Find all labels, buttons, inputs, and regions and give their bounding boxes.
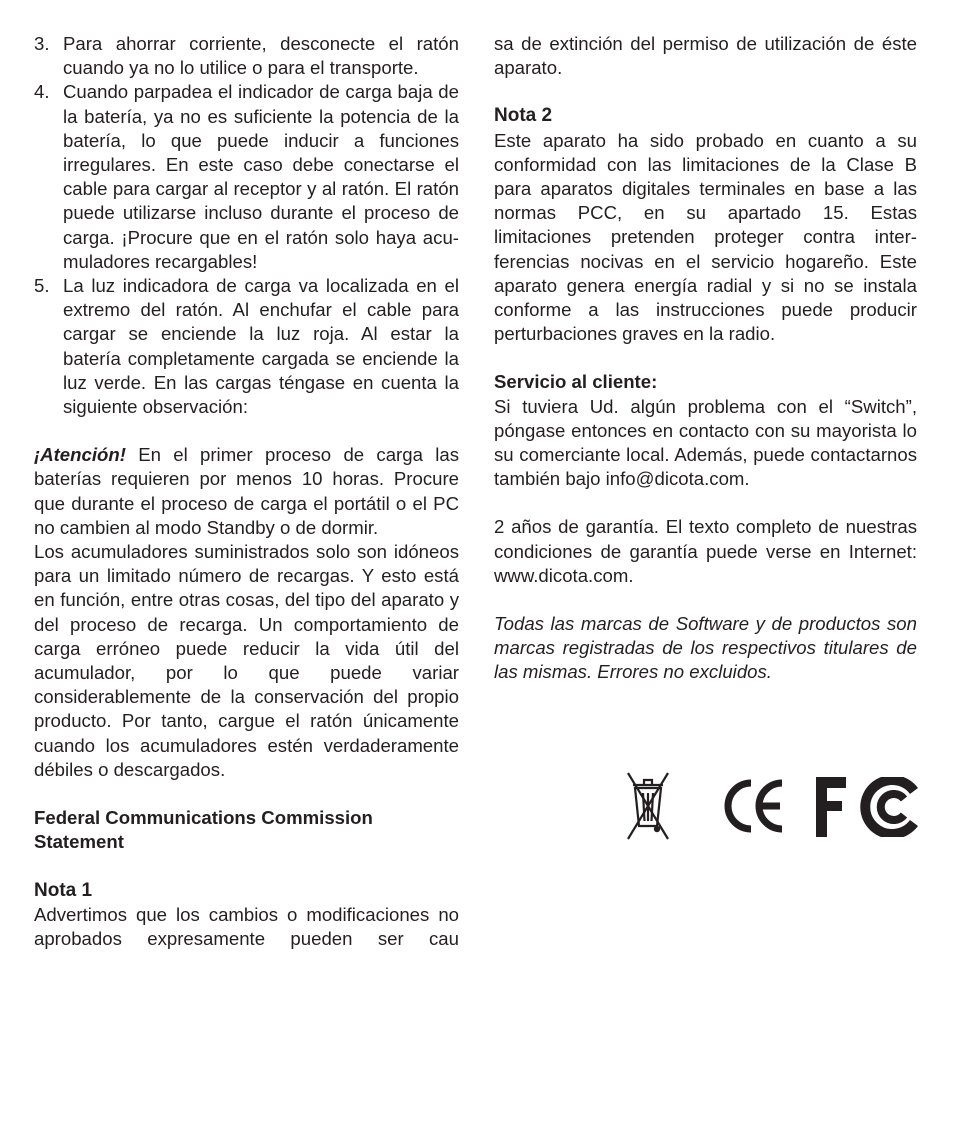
fcc-heading-line1: Federal Communications Commission <box>34 807 373 829</box>
ce-mark-icon <box>724 777 788 835</box>
list-number: 3. <box>34 33 50 54</box>
warranty-paragraph: 2 años de garantía. El texto completo de nuestras condiciones de garantía puede verse en Internet: www.dicota.com. <box>494 516 917 586</box>
instruction-list <box>34 32 459 419</box>
list-number: 5. <box>34 275 50 297</box>
left-column <box>34 32 459 951</box>
list-item <box>34 32 459 80</box>
fcc-logo-icon <box>816 777 918 837</box>
nota2-heading: Nota 2 <box>494 105 553 127</box>
attention-paragraph <box>34 443 459 540</box>
nota1-continuation: sa de extinción del permiso de utilización de éste aparato. <box>494 33 917 79</box>
nota1-paragraph: Advertimos que los cambios o modificaciones no aprobados expresamente pueden ser cau <box>34 903 459 949</box>
certification-logos <box>626 771 918 843</box>
trademark-paragraph: Todas las marcas de Software y de productos son marcas registradas de los respectivos titulares de las mismas. Errores no excluidos. <box>494 613 917 683</box>
fcc-heading <box>34 806 459 854</box>
right-column <box>494 32 917 685</box>
list-item <box>34 80 459 274</box>
nota1-heading: Nota 1 <box>34 879 93 901</box>
nota2-paragraph: Este aparato ha sido probado en cuanto a su conformidad con las limitaciones de la Clase B para aparatos digitales terminales en base a las normas PCC, en su apartado 15. Estas limitaciones pretenden proteger contra interferencias nocivas en el servicio hogareño. Este aparato genera energía radial y si no se instala conforme a las instrucciones puede producir perturbaciones graves en la radio. <box>494 129 917 345</box>
attention-label: ¡Atención! <box>34 444 126 466</box>
attention-text: En el primer proceso de carga las baterías requieren por menos 10 horas. Procure que durante el proceso de carga el portátil o el PC no cambien al modo Standby o de dormir. <box>34 444 459 538</box>
list-item <box>34 274 459 419</box>
list-number: 4. <box>34 81 50 103</box>
accumulators-paragraph: Los acumuladores suministrados solo son idóneos para un limitado número de recargas. Y esto está en función, entre otras cosas, del tipo del aparato y del proceso de recarga. Un comportamiento de carga erróneo puede reducir la vida útil del acumulador, por lo que puede variar considerablemente de la conservación del propio producto. Por tanto, cargue el ratón únicamente cuando los acumuladores estén verdaderamente débiles o descargados. <box>34 541 459 780</box>
fcc-heading-line2: Statement <box>34 831 124 853</box>
weee-crossed-bin-icon <box>626 771 670 841</box>
list-item-text: La luz indicadora de carga va localizada en el extremo del ratón. Al enchufar el cable para cargar se enciende la luz roja. Al estar la batería completamente cargada se enciende la luz verde. En las cargas téngase en cuenta la siguiente observación: <box>63 275 459 418</box>
list-item-text: Para ahorrar corriente, desconecte el ratón cuando ya no lo utilice o para el transporte. <box>63 33 459 79</box>
list-item-text: Cuando parpadea el indicador de carga baja de la batería, ya no es suficiente la potencia de la batería, lo que puede inducir a funciones irregulares. En este caso debe conectarse el cable para cargar al receptor y al ratón. El ratón puede utilizarse incluso durante el proceso de carga. ¡Procure que en el ratón solo haya acumuladores recargables! <box>63 81 459 272</box>
service-heading: Servicio al cliente: <box>494 371 658 393</box>
service-paragraph: Si tuviera Ud. algún problema con el “Switch”, póngase entonces en contacto con su mayorista lo su comerciante local. Además, puede contactarnos también bajo info@dicota.com. <box>494 395 917 490</box>
